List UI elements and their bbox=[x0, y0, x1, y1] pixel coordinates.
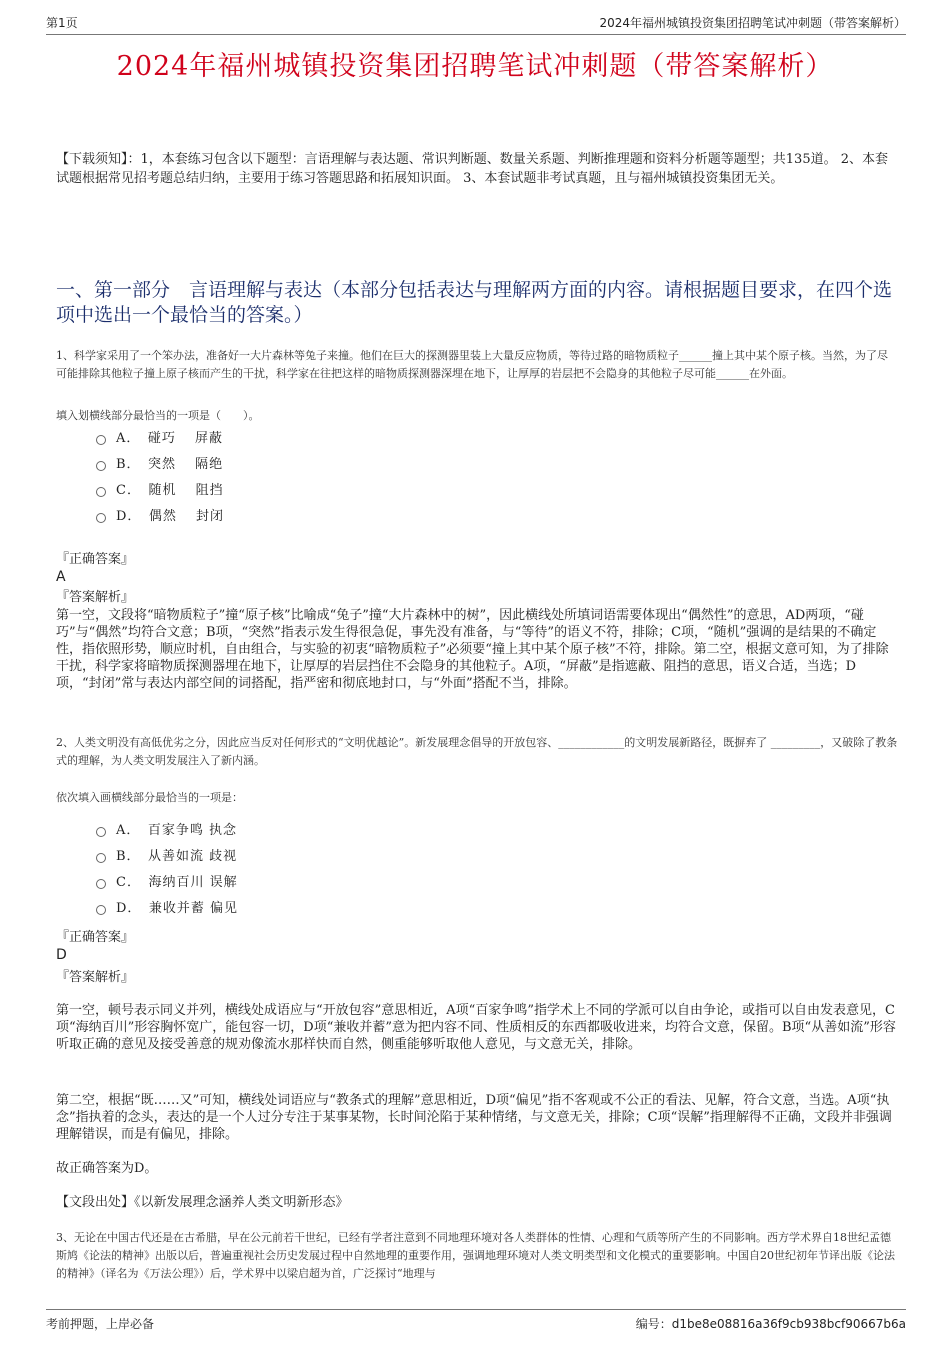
answer-label: 『正确答案』 bbox=[56, 552, 135, 567]
page-footer bbox=[46, 1309, 906, 1331]
analysis-label: 『答案解析』 bbox=[56, 590, 135, 605]
option-d[interactable]: D． 偶然 封闭 bbox=[96, 504, 224, 530]
header-doc-title: 2024年福州城镇投资集团招聘笔试冲刺题（带答案解析） bbox=[599, 16, 906, 30]
question-2-conclusion: 故正确答案为D。 bbox=[56, 1161, 158, 1176]
answer-value: A bbox=[56, 569, 66, 585]
radio-icon[interactable] bbox=[96, 879, 106, 889]
question-1-options bbox=[96, 426, 224, 530]
answer-label: 『正确答案』 bbox=[56, 930, 135, 945]
option-d[interactable]: D． 兼收并蓄 偏见 bbox=[96, 896, 238, 922]
question-2-options bbox=[96, 818, 238, 922]
option-a[interactable]: A． 碰巧 屏蔽 bbox=[96, 426, 224, 452]
radio-icon[interactable] bbox=[96, 827, 106, 837]
radio-icon[interactable] bbox=[96, 461, 106, 471]
question-2-source: 【文段出处】《以新发展理念涵养人类文明新形态》 bbox=[56, 1195, 349, 1210]
page-number: 第1页 bbox=[46, 16, 78, 30]
question-1-stem: 1、科学家采用了一个笨办法，准备好一大片森林等兔子来撞。他们在巨大的探测器里装上大量反应物质，等待过路的暗物质粒子______撞上其中某个原子核。当然，为了尽可能排除其他粒子撞上原子核而产生的干扰，科学家在往把这样的暗物质探测器深埋在地下，让厚厚的岩层把不会隐身的其他粒子尽可能______在外面。 bbox=[56, 349, 888, 380]
option-a[interactable]: A． 百家争鸣 执念 bbox=[96, 818, 238, 844]
option-b[interactable]: B． 从善如流 歧视 bbox=[96, 844, 238, 870]
question-2-analysis-p2: 第二空，根据“既……又”可知，横线处词语应与“教条式的理解”意思相近，D项“偏见”指不客观或不公正的看法、见解，符合文意，当选。A项“执念”指执着的念头，表达的是一个人过分专注于某事某物，长时间沦陷于某种情绪，与文意无关，排除；C项“误解”指理解得不正确，文段并非强调理解错误，而是有偏见，排除。 bbox=[56, 1093, 892, 1142]
option-c[interactable]: C． 随机 阻挡 bbox=[96, 478, 224, 504]
section-heading: 一、第一部分 言语理解与表达（本部分包括表达与理解两方面的内容。请根据题目要求，在四个选项中选出一个最恰当的答案。） bbox=[56, 279, 893, 326]
question-2-prompt: 依次填入画横线部分最恰当的一项是： bbox=[56, 791, 243, 804]
radio-icon[interactable] bbox=[96, 853, 106, 863]
question-2-stem: 2、人类文明没有高低优劣之分，因此应当反对任何形式的“文明优越论”。新发展理念倡导的开放包容、____________的文明发展新路径，既摒弃了 _________，又破除了教条式的理解，为人类文明发展注入了新内涵。 bbox=[56, 736, 898, 767]
analysis-label: 『答案解析』 bbox=[56, 970, 135, 985]
option-c[interactable]: C． 海纳百川 误解 bbox=[96, 870, 238, 896]
question-3-stem: 3、无论在中国古代还是在古希腊，早在公元前若干世纪，已经有学者注意到不同地理环境对各人类群体的性情、心理和气质等所产生的不同影响。西方学术界自18世纪孟德斯鸠《论法的精神》出版以后，普遍重视社会历史发展过程中自然地理的重要作用，强调地理环境对人类文明类型和文化模式的重要影响。中国自20世纪初年节译出版《论法的精神》（译名为《万法公理》）后，学术界中以梁启超为首，广泛探讨“地理与 bbox=[56, 1231, 895, 1280]
radio-icon[interactable] bbox=[96, 487, 106, 497]
option-b[interactable]: B． 突然 隔绝 bbox=[96, 452, 224, 478]
answer-value: D bbox=[56, 947, 67, 963]
radio-icon[interactable] bbox=[96, 435, 106, 445]
question-1-analysis: 第一空，文段将“暗物质粒子”撞“原子核”比喻成“兔子”撞“大片森林中的树”，因此横线处所填词语需要体现出“偶然性”的意思，AD两项，“碰巧”与“偶然”均符合文意；B项，“突然”指表示发生得很急促，事先没有准备，与“等待”的语义不符，排除；C项，“随机”强调的是结果的不确定性，指依照形势，顺应时机，自由组合，与实验的初衷“暗物质粒子”必须要“撞上其中某个原子核”不符，排除。第二空，根据文意可知，为了排除干扰，科学家将暗物质探测器埋在地下，让厚厚的岩层挡住不会隐身的其他粒子。A项，“屏蔽”是指遮蔽、阻挡的意思，语义合适，当选；D项，“封闭”常与表达内部空间的词搭配，指严密和彻底地封口，与“外面”搭配不当，排除。 bbox=[56, 608, 889, 691]
question-1-prompt: 填入划横线部分最恰当的一项是（ ）。 bbox=[56, 409, 260, 422]
question-2-analysis-p1: 第一空，顿号表示同义并列，横线处成语应与“开放包容”意思相近，A项“百家争鸣”指学术上不同的学派可以自由争论，或指可以自由发表意见，C项“海纳百川”形容胸怀宽广，能包容一切，D项“兼收并蓄”意为把内容不同、性质相反的东西都吸收进来，均符合文意，保留。B项“从善如流”形容听取正确的意见及接受善意的规劝像流水那样快而自然，侧重能够听取他人意见，与文意无关，排除。 bbox=[56, 1003, 896, 1052]
footer-slogan: 考前押题，上岸必备 bbox=[46, 1317, 155, 1331]
document-code: 编号：d1be8e08816a36f9cb938bcf90667b6a bbox=[635, 1317, 906, 1331]
radio-icon[interactable] bbox=[96, 513, 106, 523]
page-header bbox=[46, 14, 906, 35]
download-notice: 【下载须知】：1，本套练习包含以下题型：言语理解与表达题、常识判断题、数量关系题、判断推理题和资料分析题等题型；共135道。 2、本套试题根据常见招考题总结归纳，主要用于练习答题思路和拓展知识面。 3、本套试题非考试真题，且与福州城镇投资集团无关。 bbox=[56, 152, 888, 186]
radio-icon[interactable] bbox=[96, 905, 106, 915]
document-title: 2024年福州城镇投资集团招聘笔试冲刺题（带答案解析） bbox=[116, 51, 834, 82]
